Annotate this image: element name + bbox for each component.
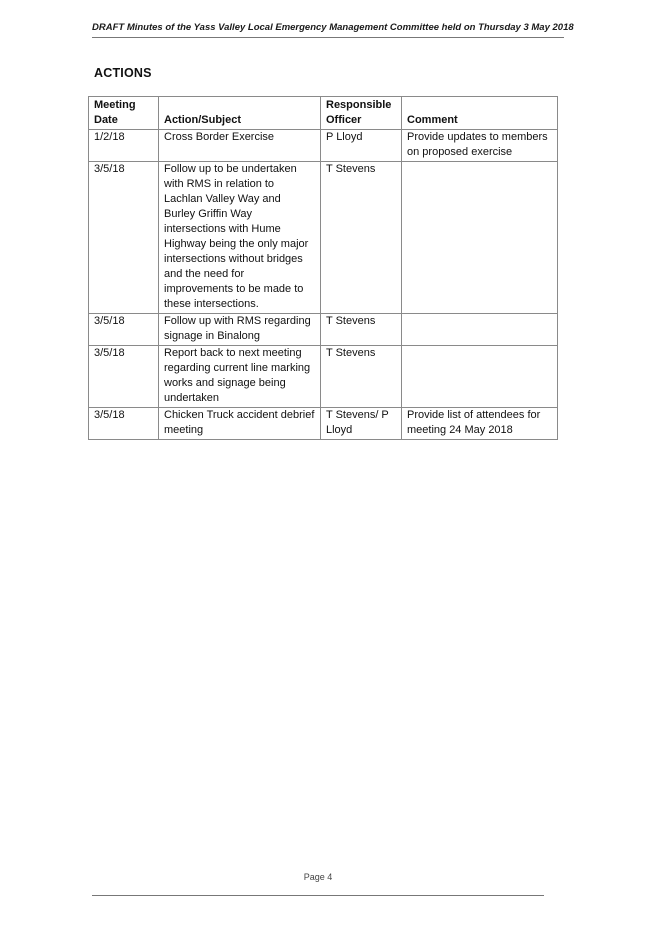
cell-comment: Provide list of attendees for meeting 24 May 2018 <box>402 408 558 440</box>
document-header: DRAFT Minutes of the Yass Valley Local Emergency Management Committee held on Thursday 3 May 2018 <box>92 22 574 33</box>
section-title: ACTIONS <box>94 66 152 80</box>
footer-divider <box>92 895 544 896</box>
cell-comment <box>402 346 558 408</box>
table-row <box>89 408 558 440</box>
cell-comment <box>402 162 558 314</box>
column-header-line: Responsible <box>326 99 392 111</box>
cell-date: 3/5/18 <box>89 346 159 408</box>
cell-date: 3/5/18 <box>89 314 159 346</box>
column-header-responsible-officer <box>321 97 402 130</box>
cell-date: 3/5/18 <box>89 408 159 440</box>
cell-officer: T Stevens <box>321 346 402 408</box>
cell-officer: T Stevens <box>321 162 402 314</box>
cell-date: 1/2/18 <box>89 130 159 162</box>
column-header-line: Meeting <box>94 99 136 111</box>
cell-subject: Report back to next meeting regarding current line marking works and signage being undertaken <box>159 346 321 408</box>
page-number: Page 4 <box>303 872 333 882</box>
column-header-line: Action/Subject <box>164 114 242 126</box>
column-header-comment <box>402 97 558 130</box>
column-header-line: Comment <box>407 114 458 126</box>
table-row <box>89 346 558 408</box>
cell-subject: Follow up with RMS regarding signage in Binalong <box>159 314 321 346</box>
cell-subject: Cross Border Exercise <box>159 130 321 162</box>
table-row <box>89 130 558 162</box>
column-header-line: Date <box>94 114 118 126</box>
column-header-meeting-date <box>89 97 159 130</box>
cell-subject: Chicken Truck accident debrief meeting <box>159 408 321 440</box>
table-header-row <box>89 97 558 130</box>
column-header-action-subject <box>159 97 321 130</box>
cell-officer: T Stevens <box>321 314 402 346</box>
cell-comment <box>402 314 558 346</box>
cell-officer: P Lloyd <box>321 130 402 162</box>
column-header-line: Officer <box>326 114 362 126</box>
actions-table <box>88 96 558 440</box>
cell-date: 3/5/18 <box>89 162 159 314</box>
cell-comment: Provide updates to members on proposed exercise <box>402 130 558 162</box>
table-row <box>89 314 558 346</box>
header-divider <box>92 37 564 38</box>
cell-subject: Follow up to be undertaken with RMS in relation to Lachlan Valley Way and Burley Griffin Way intersections with Hume Highway being the only major intersections without bridges and the need for improvements to be made to these intersections. <box>159 162 321 314</box>
table-row <box>89 162 558 314</box>
cell-officer: T Stevens/ P Lloyd <box>321 408 402 440</box>
